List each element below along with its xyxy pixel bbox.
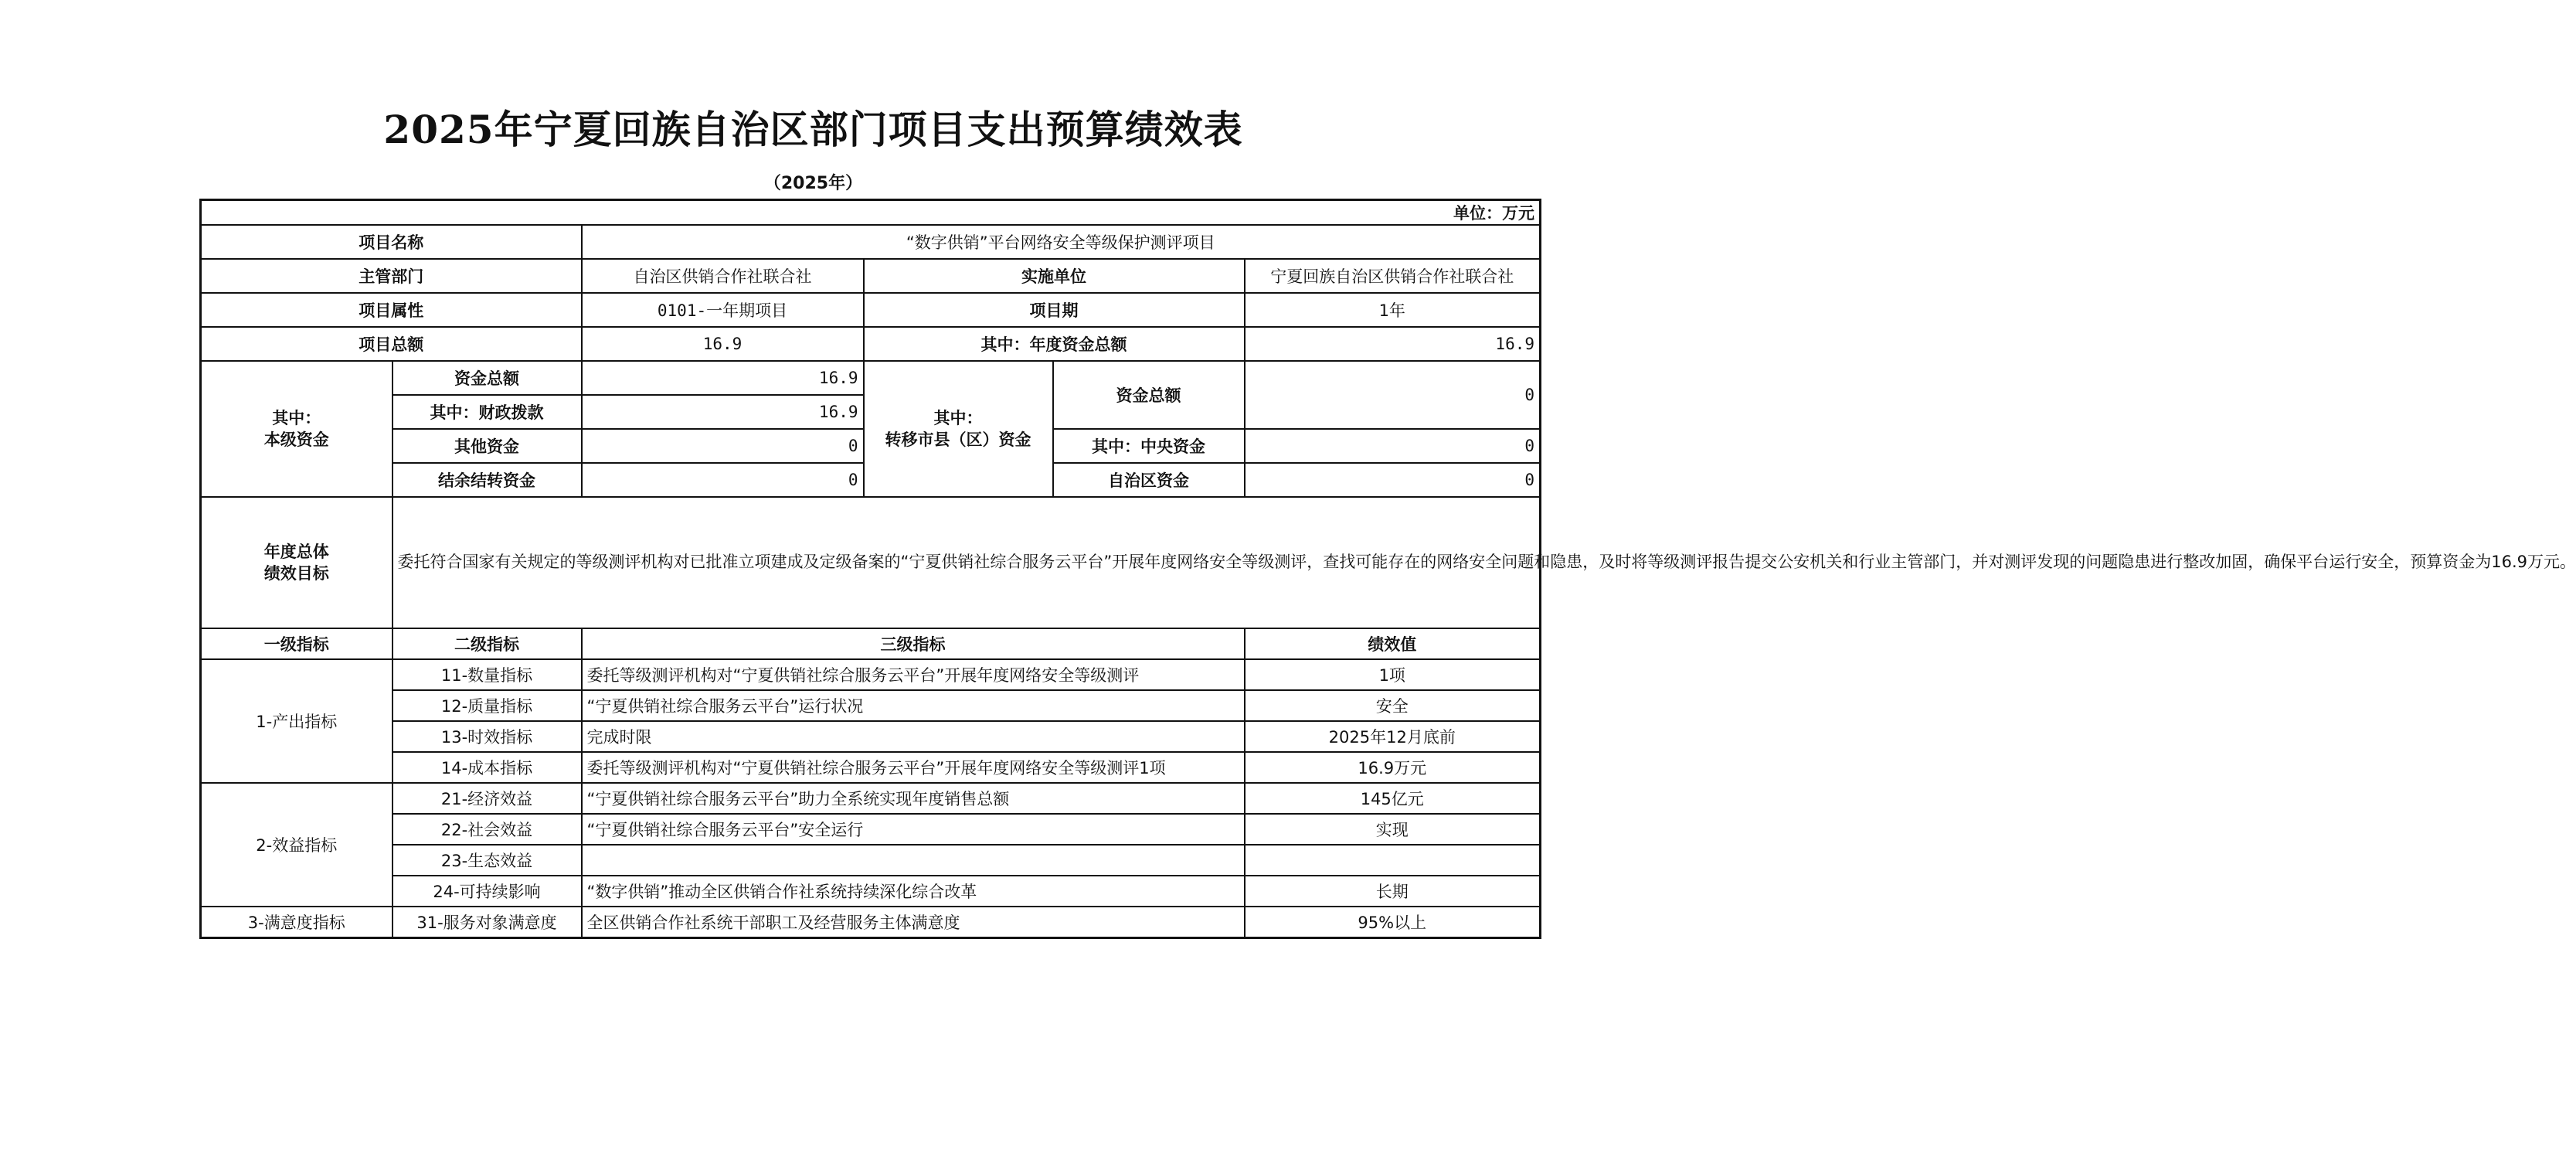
indicator-level2: 31-服务对象满意度 <box>393 907 582 937</box>
indicator-level2: 12-质量指标 <box>393 690 582 721</box>
indicator-level2: 11-数量指标 <box>393 659 582 690</box>
label-transfer-total: 资金总额 <box>1053 361 1245 429</box>
indicator-level1: 3-满意度指标 <box>201 907 393 937</box>
indicator-level1: 1-产出指标 <box>201 659 393 783</box>
value-period: 1年 <box>1245 293 1541 327</box>
indicator-value: 长期 <box>1245 876 1541 907</box>
indicator-level1: 2-效益指标 <box>201 783 393 907</box>
indicator-level3: 委托等级测评机构对“宁夏供销社综合服务云平台”开展年度网络安全等级测评1项 <box>582 752 1245 783</box>
indicator-value: 1项 <box>1245 659 1541 690</box>
row-fund-total <box>201 361 1541 395</box>
value-central: 0 <box>1245 429 1541 463</box>
label-local-funds-line1: 其中： <box>272 408 321 427</box>
value-region: 0 <box>1245 463 1541 497</box>
label-period: 项目期 <box>864 293 1245 327</box>
indicator-level2: 23-生态效益 <box>393 845 582 876</box>
value-implementer: 宁夏回族自治区供销合作社联合社 <box>1245 259 1541 293</box>
budget-performance-table <box>199 199 2576 939</box>
table-row <box>201 659 1541 690</box>
label-carryover: 结余结转资金 <box>393 463 582 497</box>
value-transfer-total: 0 <box>1245 361 1541 429</box>
label-department: 主管部门 <box>201 259 582 293</box>
indicator-level3 <box>582 845 1245 876</box>
label-goal-line1: 年度总体 <box>263 542 329 561</box>
label-total: 项目总额 <box>201 327 582 361</box>
value-total: 16.9 <box>582 327 864 361</box>
indicator-level2: 14-成本指标 <box>393 752 582 783</box>
unit-label: 单位：万元 <box>201 200 1541 226</box>
header-level1: 一级指标 <box>201 628 393 659</box>
value-annual-total: 16.9 <box>1245 327 1541 361</box>
value-carryover: 0 <box>582 463 864 497</box>
indicator-value: 16.9万元 <box>1245 752 1541 783</box>
header-perf-value: 绩效值 <box>1245 628 1541 659</box>
indicator-level3: “宁夏供销社综合服务云平台”安全运行 <box>582 814 1245 845</box>
indicator-level3: “宁夏供销社综合服务云平台”运行状况 <box>582 690 1245 721</box>
label-project-name: 项目名称 <box>201 225 582 259</box>
indicator-header-row <box>201 628 1541 659</box>
row-total <box>201 327 1541 361</box>
table-row <box>201 907 1541 937</box>
indicator-level3: 委托等级测评机构对“宁夏供销社综合服务云平台”开展年度网络安全等级测评 <box>582 659 1245 690</box>
value-department: 自治区供销合作社联合社 <box>582 259 864 293</box>
label-region: 自治区资金 <box>1053 463 1245 497</box>
row-department <box>201 259 1541 293</box>
value-attribute: 0101-一年期项目 <box>582 293 864 327</box>
label-central: 其中：中央资金 <box>1053 429 1245 463</box>
indicator-level3: 完成时限 <box>582 721 1245 752</box>
indicator-level3: “数字供销”推动全区供销合作社系统持续深化综合改革 <box>582 876 1245 907</box>
table-row <box>201 814 1541 845</box>
indicator-value: 145亿元 <box>1245 783 1541 814</box>
label-transfer-funds-line2: 转移市县（区）资金 <box>885 430 1031 449</box>
indicator-level2: 13-时效指标 <box>393 721 582 752</box>
label-implementer: 实施单位 <box>864 259 1245 293</box>
indicator-level2: 24-可持续影响 <box>393 876 582 907</box>
indicator-value: 95%以上 <box>1245 907 1541 937</box>
row-project-name <box>201 225 1541 259</box>
label-other: 其他资金 <box>393 429 582 463</box>
indicator-level3: 全区供销合作社系统干部职工及经营服务主体满意度 <box>582 907 1245 937</box>
label-attribute: 项目属性 <box>201 293 582 327</box>
value-project-name: “数字供销”平台网络安全等级保护测评项目 <box>582 225 1541 259</box>
indicator-value: 2025年12月底前 <box>1245 721 1541 752</box>
value-goal: 委托符合国家有关规定的等级测评机构对已批准立项建成及定级备案的“宁夏供销社综合服务云平台”开展年度网络安全等级测评，查找可能存在的网络安全问题和隐患，及时将等级测评报告提交公安机关和行业主管部门，并对测评发现的问题隐患进行整改加固，确保平台运行安全，预算资金为16.9万元。 <box>393 497 1541 628</box>
indicator-value: 实现 <box>1245 814 1541 845</box>
table-row <box>201 876 1541 907</box>
indicator-level3: “宁夏供销社综合服务云平台”助力全系统实现年度销售总额 <box>582 783 1245 814</box>
table-row <box>201 845 1541 876</box>
table-row <box>201 783 1541 814</box>
label-goal <box>201 497 393 628</box>
row-goal <box>201 497 1541 628</box>
label-fund-total: 资金总额 <box>393 361 582 395</box>
row-attribute <box>201 293 1541 327</box>
label-local-funds-line2: 本级资金 <box>263 430 329 449</box>
table-row <box>201 752 1541 783</box>
label-local-funds <box>201 361 393 497</box>
label-transfer-funds <box>864 361 1053 497</box>
page-subtitle: （2025年） <box>763 174 863 193</box>
label-goal-line2: 绩效目标 <box>263 564 329 583</box>
page-title: 2025年宁夏回族自治区部门项目支出预算绩效表 <box>383 107 1243 152</box>
label-annual-total: 其中：年度资金总额 <box>864 327 1245 361</box>
indicator-level2: 21-经济效益 <box>393 783 582 814</box>
indicator-level2: 22-社会效益 <box>393 814 582 845</box>
value-other: 0 <box>582 429 864 463</box>
header-level2: 二级指标 <box>393 628 582 659</box>
value-fiscal: 16.9 <box>582 395 864 429</box>
label-transfer-funds-line1: 其中： <box>933 408 983 427</box>
unit-row <box>201 200 1541 226</box>
header-level3: 三级指标 <box>582 628 1245 659</box>
table-row <box>201 690 1541 721</box>
label-fiscal: 其中：财政拨款 <box>393 395 582 429</box>
indicator-value: 安全 <box>1245 690 1541 721</box>
table-row <box>201 721 1541 752</box>
indicator-value <box>1245 845 1541 876</box>
value-fund-total: 16.9 <box>582 361 864 395</box>
